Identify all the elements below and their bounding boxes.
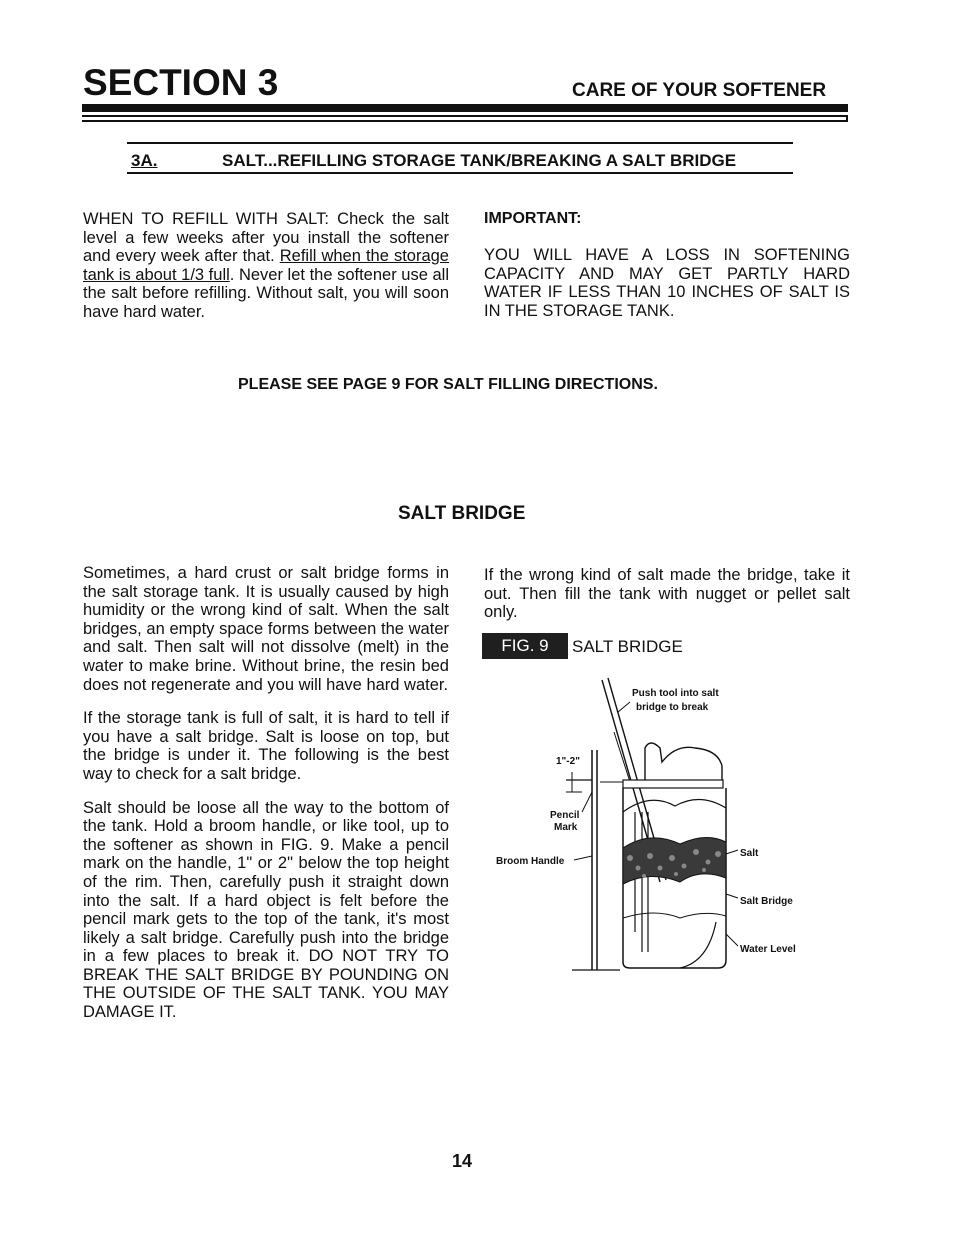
tank-bottom-curve — [680, 922, 716, 968]
subsection-rule-top — [127, 142, 793, 144]
salt-bridge-figure — [480, 672, 810, 982]
figure-label: FIG. 9 — [482, 633, 568, 659]
pencil-leader — [582, 792, 592, 812]
salt-leader — [726, 850, 738, 854]
important-label: IMPORTANT: — [484, 210, 582, 227]
broom-label: Broom Handle — [496, 856, 565, 867]
salt-bridge-heading: SALT BRIDGE — [398, 503, 526, 524]
push-label-line1: Push tool into salt — [632, 688, 719, 699]
bridge-leader — [726, 894, 738, 898]
header-rule-thick — [82, 104, 848, 112]
pencil-label-line1: Pencil — [550, 810, 580, 821]
subsection-rule-bottom — [127, 172, 793, 174]
salt-bridge-left-column — [83, 564, 449, 1022]
section-title: SECTION 3 — [83, 62, 279, 103]
refill-underlined: Refill when the storage tank is about 1/3 full — [83, 247, 449, 284]
header-title: CARE OF YOUR SOFTENER — [572, 80, 827, 101]
salt-bridge-paragraph: If the storage tank is full of salt, it is hard to tell if you have a salt bridge. Salt is loose on top, but the bridge is under it. The following is the best way to check for a salt bridge. — [83, 709, 449, 783]
header-rule-double — [82, 115, 848, 122]
subsection-number: 3A. — [131, 151, 158, 170]
refill-rest: . Never let the softener use all the salt before refilling. Without salt, you will soon have hard water. — [83, 265, 449, 321]
salt-bridge-band — [623, 837, 726, 884]
water-label: Water Level — [740, 944, 796, 955]
water-leader — [726, 934, 738, 946]
subsection-title: SALT...REFILLING STORAGE TANK/BREAKING A SALT BRIDGE — [222, 151, 737, 170]
measure-label: 1"-2" — [556, 756, 580, 767]
see-page-note: PLEASE SEE PAGE 9 FOR SALT FILLING DIRECTIONS. — [238, 376, 658, 393]
salt-bridge-paragraph: Sometimes, a hard crust or salt bridge forms in the salt storage tank. It is usually caused by high humidity or the wrong kind of salt. When the salt bridges, an empty space forms between the water and salt. Then salt will not dissolve (melt) in the water to make brine. Without brine, the resin bed does not regenerate and you will have hard water. — [83, 564, 449, 694]
water-level — [623, 913, 726, 918]
bridge-label: Salt Bridge — [740, 896, 793, 907]
figure-caption: SALT BRIDGE — [572, 637, 683, 656]
important-text: YOU WILL HAVE A LOSS IN SOFTENING CAPACITY AND MAY GET PARTLY HARD WATER IF LESS THAN 10 INCHES OF SALT IS IN THE STORAGE TANK. — [484, 246, 850, 320]
softener-rim — [623, 780, 723, 788]
pencil-label-line2: Mark — [554, 822, 578, 833]
refill-paragraph — [83, 210, 449, 322]
softener-head — [645, 743, 722, 782]
salt-bridge-right-text: If the wrong kind of salt made the bridge, take it out. Then fill the tank with nugget or pellet salt only. — [484, 566, 850, 622]
salt-label: Salt — [740, 848, 759, 859]
page-number: 14 — [452, 1151, 473, 1171]
push-label-line2: bridge to break — [636, 702, 709, 713]
push-tool-line — [614, 732, 630, 782]
broom-leader — [574, 856, 592, 860]
salt-bridge-paragraph: Salt should be loose all the way to the bottom of the tank. Hold a broom handle, or like tool, up to the softener as shown in FIG. 9. Make a pencil mark on the handle, 1" or 2" below the top height of the rim. Then, carefully push it straight down into the salt. If a hard object is felt before the pencil mark gets to the top of the tank, it's most likely a salt bridge. Carefully push into the bridge in a few places to break it. DO NOT TRY TO BREAK THE SALT BRIDGE BY POUNDING ON THE OUTSIDE OF THE SALT TANK. YOU MAY DAMAGE IT. — [83, 798, 449, 1022]
refill-intro: WHEN TO REFILL WITH SALT: Check the salt level a few weeks after you install the softener and every week after that. — [83, 210, 449, 266]
push-tool-leader — [618, 702, 630, 712]
